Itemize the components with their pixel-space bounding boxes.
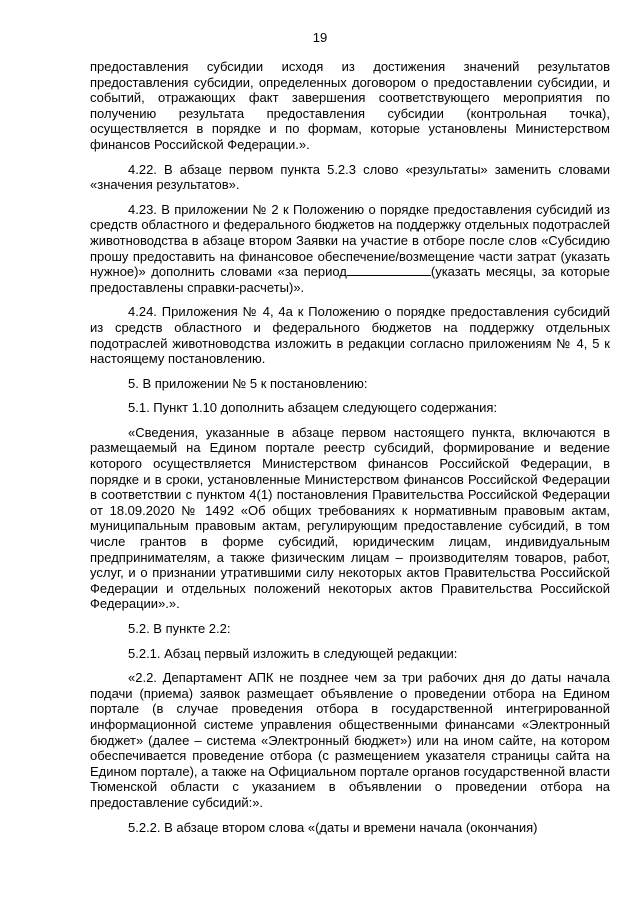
paragraph-4-23-text-before: 4.23. В приложении № 2 к Положению о порядке предоставления субсидий из средств областного и федерального бюджетов на поддержку отдельных подотраслей животноводства в абзаце втором Заявки на участие в отборе после слов «Субсидию прошу предоставить на финансовое обеспечение/возмещение части затрат (указать нужное)» дополнить словами «за период	[90, 201, 610, 280]
paragraph-5: 5. В приложении № 5 к постановлению:	[128, 375, 368, 391]
paragraph-5-2-1: 5.2.1. Абзац первый изложить в следующей редакции:	[128, 645, 458, 661]
paragraph-4-24: 4.24. Приложения № 4, 4а к Положению о порядке предоставления субсидий из средств областного и федерального бюджетов на поддержку отдельных подотраслей животноводства изложить в редакции согласно приложениям № 4, 5 к настоящему постановлению.	[90, 304, 610, 367]
paragraph-continuation: предоставления субсидии исходя из достижения значений результатов предоставления субсидии, определенных договором о предоставлении субсидии, и событий, отражающих факт завершения соответствующего мероприятия по получению результата предоставления субсидии (контрольная точка), осуществляется в порядке и по формам, которые установлены Министерством финансов Российской Федерации.».	[90, 59, 610, 152]
paragraph-5-2-2: 5.2.2. В абзаце втором слова «(даты и времени начала (окончания)	[128, 819, 538, 835]
paragraph-quote-svedeniya: «Сведения, указанные в абзаце первом настоящего пункта, включаются в размещаемый на Едином портале реестр субсидий, формирование и ведение которого осуществляется Министерством финансов Российской Федерации, в порядке и в сроки, установленные Министерством финансов Российской Федерации в соответствии с пунктом 4(1) постановления Правительства Российской Федерации от 18.09.2020 № 1492 «Об общих требованиях к нормативным правовым актам, муниципальным правовым актам, регулирующим предоставление субсидий, в том числе грантов в форме субсидий, юридическим лицам, индивидуальным предпринимателям, а также физическим лицам – производителям товаров, работ, услуг, и о признании утратившими силу некоторых актов Правительства Российской Федерации и отдельных положений некоторых актов Правительства Российской Федерации».».	[90, 424, 610, 612]
blank-fill-line	[347, 264, 431, 276]
paragraph-4-23	[90, 202, 610, 296]
document-body	[90, 59, 610, 844]
paragraph-5-2: 5.2. В пункте 2.2:	[128, 621, 231, 636]
paragraph-4-23-text-after: (указать месяцы, за которые предоставлены справки-расчеты)».	[90, 264, 610, 295]
paragraph-5-1: 5.1. Пункт 1.10 дополнить абзацем следующего содержания:	[128, 400, 498, 416]
paragraph-quote-2-2: «2.2. Департамент АПК не позднее чем за три рабочих дня до даты начала подачи (приема) заявок размещает объявление о проведении отбора на Едином портале (в случае проведения отбора в государственной интегрированной информационной системе управления общественными финансами «Электронный бюджет» (далее – система «Электронный бюджет») или на ином сайте, на котором обеспечивается проведение отбора (с размещением указателя страницы сайта на Едином портале), а также на Официальном портале органов государственной власти Тюменской области с указанием в объявлении о проведении отбора на предоставление субсидий:».	[90, 670, 610, 810]
paragraph-4-22: 4.22. В абзаце первом пункта 5.2.3 слово «результаты» заменить словами «значения результатов».	[90, 161, 610, 193]
page-number: 19	[312, 30, 328, 45]
